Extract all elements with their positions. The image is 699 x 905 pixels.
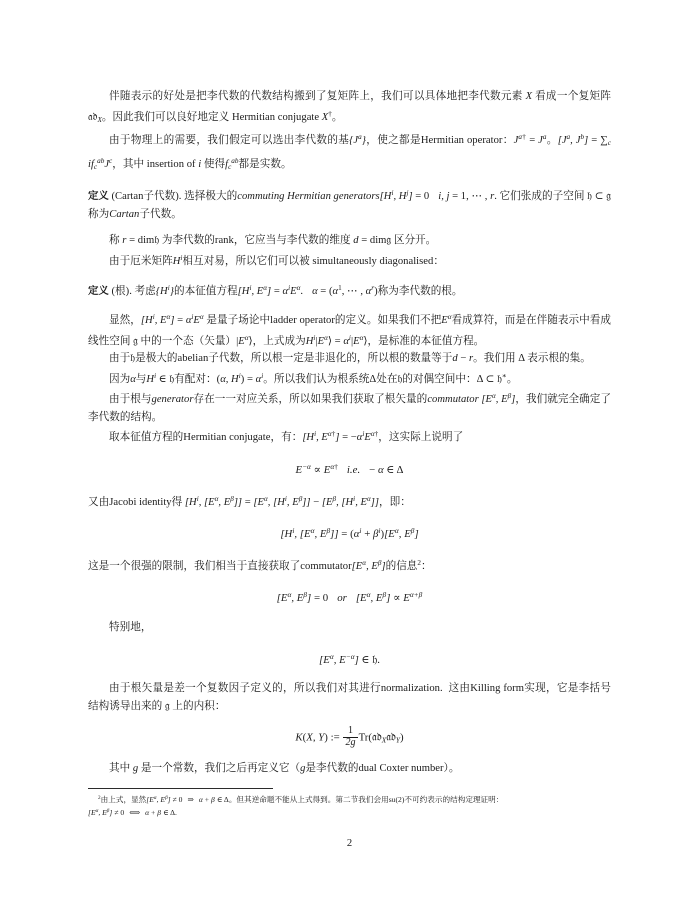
equation-cartan-membership: [$E^\alpha$, $E^{-\alpha}$] ∈ 𝔥. — [319, 651, 380, 666]
definition-root: 定义 (根). 考虑$\{H^i\}$的本征值方程[$H^i$, $E^\alpha] = \alpha^iE^\alpha$. $\alpha = (\alpha^1$, ⋯ , $\alpha^r$)称为李代数的根。 — [88, 283, 463, 297]
footnote-line-1: $^2$由上式，显然[$E^\alpha$, $E^\beta] \ne 0$ ⇒ α + β ∈ Δ。但其逆命题不能从上式得到。第二节我们会用su(2)不可约表示的结构定理证明： — [98, 794, 504, 804]
paragraph-adjoint-representation: 伴随表示的好处是把李代数的代数结构搬到了复矩阵上，我们可以具体地把李代数元素 X 看成一个复矩阵 𝔞𝔡$_X$。因此我们可以良好地定义 Hermitian conjugate X†。 — [88, 91, 611, 124]
paragraph-coxeter-number: 其中 g 是一个常数，我们之后再定义它（g是李代数的dual Coxter number）。 — [109, 763, 460, 775]
equation-negative-root: $E^{-\alpha} \propto E^{\alpha\dagger}$ i.e. − α ∈ Δ — [295, 462, 404, 477]
footnote-line-2: [$E^\alpha$, $E^\beta] \ne 0$ ⟺ α + β ∈ Δ. — [88, 807, 177, 817]
footnote-marker: 2 — [98, 794, 101, 801]
paragraph-dual-space: 因为α与$H^i$ ∈ 𝔥有配对：(α, $H^i) = \alpha^i$。所以我们认为根系统Δ处在𝔥的对偶空间中：Δ ⊂ 𝔥∗。 — [109, 371, 518, 385]
page-body — [88, 88, 611, 818]
footnote-block — [88, 793, 611, 818]
paragraph-killing-form: 由于根矢量是差一个复数因子定义的，所以我们对其进行normalization. 这由Killing form实现，它是李括号结构诱导出来的 𝔤 上的内积： — [88, 683, 611, 712]
paragraph-hermitian-conjugate-eigen: 取本征值方程的Hermitian conjugate，有：[$H^i$, $E^{\alpha\dagger}] = -\alpha^iE^{\alpha\dagger}$，这实际上说明了 — [109, 430, 464, 444]
definition-label: 定义 — [88, 191, 109, 203]
definition-cartan-subalgebra: 定义 (Cartan子代数). 选择极大的commuting Hermitian $generators[H^i$, $H^j] = 0$ i, j = 1, ⋯ , r. 它们张成的子空间 𝔥 ⊂ 𝔤 称为Cartan子代数。 — [88, 189, 611, 220]
paragraph-jacobi-identity: 又由Jacobi identity得 [$H^i$, [$E^\alpha$, $E^\beta]] = [E^\alpha$, [$H^i$, $E^\beta]] - [E^\beta$, [$H^i$, $E^\alpha$]]，即： — [88, 494, 411, 508]
definition-name-2: (根). — [111, 285, 132, 297]
footnote-divider — [88, 788, 273, 789]
paragraph-ladder-operator: 显然，[$H^i$, $E^\alpha] = \alpha^iE^\alpha$ 是量子场论中ladder operator的定义。如果我们不把$E^\alpha$看成算符，而是在伴随表示中看成线性空间 𝔤 中的一个态（矢量）$|E^\alpha⟩$，上式成为$H^i|E^\alpha⟩$ = $\alpha^i|E^\alpha⟩$，是标准的本征值方程。 — [88, 313, 611, 347]
paragraph-strong-constraint: 这是一个很强的限制，我们相当于直接获取了$commutator[E^\alpha$, $E^\beta$]的信息$^2$： — [88, 558, 432, 572]
equation-killing-form: K(X, Y) := $\frac{1}{2g}$ Tr(𝔞𝔡$_X$𝔞𝔡$_Y$) — [295, 725, 404, 749]
footnote-reference: 2 — [417, 558, 422, 567]
fraction-one-over-two-g: $\frac{1}{2g}$ — [345, 725, 356, 749]
paragraph-rank-definition: 称 r = dim𝔥 为李代数的rank，它应当与李代数的维度 d = dim𝔤 区分开。 — [109, 234, 437, 247]
page-number: 2 — [346, 838, 353, 849]
paragraph-in-particular: 特别地， — [109, 622, 152, 633]
definition-label-2: 定义 — [88, 285, 109, 297]
paragraph-commutator-structure: 由于根与generator存在一一对应关系，所以如果我们获取了根矢量的commutator [$E^\alpha$, $E^\beta$]，我们就完全确定了李代数的结构。 — [88, 392, 611, 423]
equation-commutator-cases: [$E^\alpha$, $E^\beta] = 0$ or [$E^\alpha$, $E^\beta] \propto E^{\alpha+\beta}$ — [276, 590, 423, 605]
equation-jacobi-result: [$H^i$, [$E^\alpha$, $E^\beta]] = (\alpha^i + \beta^i)[E^\alpha$, $E^\beta$] — [280, 526, 419, 541]
paragraph-hermitian-basis: 由于物理上的需要，我们假定可以选出李代数的基$\{J^a\}$，使之都是Hermitian operator：$J^{a\dagger} = J^a$。[$J^a$, $J^b] = \sum_c$ $if_c^{ab}J^c$，其中 insertion of i 使得$f_c^{ab}$都是实数。 — [88, 133, 611, 171]
paragraph-nondegenerate-roots: 由于𝔥是极大的abelian子代数，所以根一定是非退化的，所以根的数量等于d − r。我们用 Δ 表示根的集。 — [109, 352, 591, 365]
paragraph-simultaneous-diagonalisation: 由于厄米矩阵$H^i$相互对易，所以它们可以被 simultaneously diagonalised： — [109, 254, 444, 267]
definition-name: (Cartan子代数). — [111, 191, 182, 203]
